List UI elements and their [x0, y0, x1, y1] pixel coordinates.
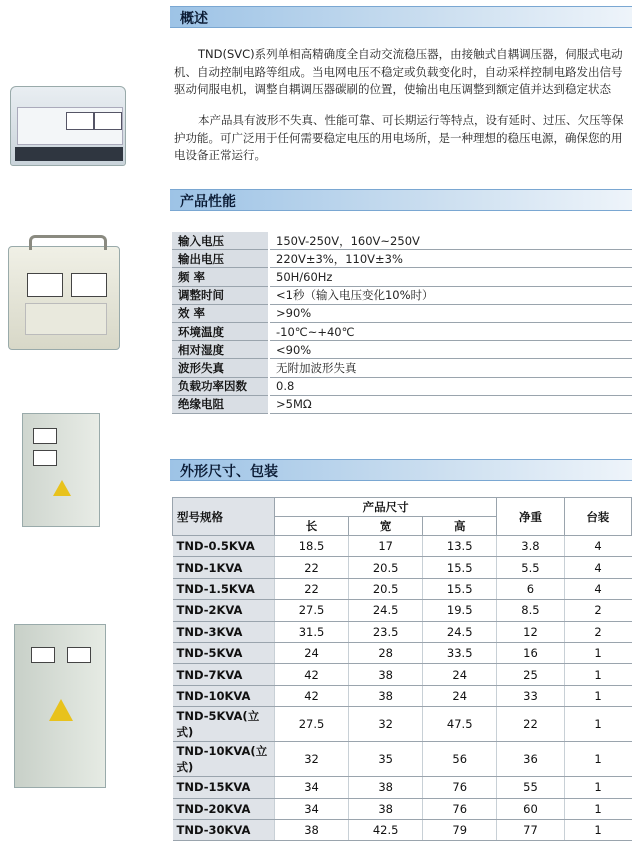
- net-weight-cell: 5.5: [497, 557, 564, 578]
- model-cell: TND-2KVA: [173, 600, 275, 621]
- model-cell: TND-10KVA: [173, 685, 275, 706]
- net-weight-cell: 16: [497, 642, 564, 663]
- spec-label: 调整时间: [172, 286, 269, 304]
- width-cell: 35: [349, 742, 423, 777]
- model-cell: TND-5KVA(立式): [173, 707, 275, 742]
- pack-cell: 4: [564, 557, 631, 578]
- length-cell: 18.5: [275, 536, 349, 557]
- model-cell: TND-20KVA: [173, 798, 275, 819]
- pack-cell: 1: [564, 642, 631, 663]
- table-row: [172, 250, 632, 268]
- height-cell: 56: [423, 742, 497, 777]
- performance-table: [172, 232, 632, 414]
- width-cell: 23.5: [349, 621, 423, 642]
- column-header-height: 高: [423, 517, 497, 536]
- width-cell: 20.5: [349, 578, 423, 599]
- spec-label: 环境温度: [172, 322, 269, 340]
- stabilizer-image-upright: [22, 413, 100, 527]
- spec-label: 绝缘电阻: [172, 395, 269, 413]
- width-cell: 38: [349, 798, 423, 819]
- table-row: [173, 685, 632, 706]
- overview-paragraph-2: 本产品具有波形不失真、性能可靠、可长期运行等特点，设有延时、过压、欠压等保护功能。可广泛用于任何需要稳定电压的用电场所，是一种理想的稳压电源，确保您的用电设备正常运行。: [174, 113, 624, 162]
- overview-header: [170, 6, 632, 28]
- table-row: [173, 642, 632, 663]
- height-cell: 79: [423, 819, 497, 840]
- carry-handle: [29, 235, 107, 250]
- height-cell: 15.5: [423, 578, 497, 599]
- stabilizer-image-medium: [8, 246, 120, 350]
- table-row: [173, 777, 632, 798]
- length-cell: 38: [275, 819, 349, 840]
- length-cell: 27.5: [275, 707, 349, 742]
- spec-label: 频 率: [172, 268, 269, 286]
- spec-value: >90%: [269, 304, 632, 322]
- height-cell: 15.5: [423, 557, 497, 578]
- width-cell: 28: [349, 642, 423, 663]
- width-cell: 24.5: [349, 600, 423, 621]
- voltmeter-icon: [94, 112, 122, 130]
- pack-cell: 1: [564, 707, 631, 742]
- width-cell: 38: [349, 685, 423, 706]
- warning-triangle-icon: [49, 699, 73, 721]
- spec-value: -10℃~+40℃: [269, 322, 632, 340]
- table-row: [173, 664, 632, 685]
- spec-value: 150V-250V，160V~250V: [269, 232, 632, 250]
- net-weight-cell: 60: [497, 798, 564, 819]
- length-cell: 22: [275, 578, 349, 599]
- pack-cell: 1: [564, 742, 631, 777]
- section-title: 产品性能: [180, 194, 236, 210]
- model-cell: TND-5KVA: [173, 642, 275, 663]
- width-cell: 38: [349, 777, 423, 798]
- table-row: [173, 600, 632, 621]
- spec-value: >5MΩ: [269, 395, 632, 413]
- spec-value: 0.8: [269, 377, 632, 395]
- warning-triangle-icon: [53, 480, 71, 496]
- table-row: [173, 707, 632, 742]
- table-row: [172, 377, 632, 395]
- height-cell: 19.5: [423, 600, 497, 621]
- performance-header: [170, 189, 632, 211]
- table-row: [172, 395, 632, 413]
- table-row: [173, 621, 632, 642]
- height-cell: 24: [423, 664, 497, 685]
- length-cell: 42: [275, 685, 349, 706]
- pack-cell: 4: [564, 536, 631, 557]
- base-plate: [15, 147, 123, 161]
- spec-value: <1秒（输入电压变化10%时）: [269, 286, 632, 304]
- height-cell: 76: [423, 798, 497, 819]
- length-cell: 27.5: [275, 600, 349, 621]
- stabilizer-image-small: [10, 86, 126, 166]
- net-weight-cell: 25: [497, 664, 564, 685]
- table-row: [173, 742, 632, 777]
- pack-cell: 1: [564, 798, 631, 819]
- column-header-length: 长: [275, 517, 349, 536]
- net-weight-cell: 77: [497, 819, 564, 840]
- net-weight-cell: 3.8: [497, 536, 564, 557]
- net-weight-cell: 22: [497, 707, 564, 742]
- pack-cell: 2: [564, 600, 631, 621]
- pack-cell: 1: [564, 664, 631, 685]
- height-cell: 47.5: [423, 707, 497, 742]
- net-weight-cell: 12: [497, 621, 564, 642]
- model-cell: TND-3KVA: [173, 621, 275, 642]
- table-row: [172, 359, 632, 377]
- voltmeter-icon: [27, 273, 63, 297]
- spec-value: <90%: [269, 341, 632, 359]
- table-row: [173, 578, 632, 599]
- net-weight-cell: 6: [497, 578, 564, 599]
- net-weight-cell: 36: [497, 742, 564, 777]
- height-cell: 24: [423, 685, 497, 706]
- length-cell: 24: [275, 642, 349, 663]
- spec-value: 50H/60Hz: [269, 268, 632, 286]
- width-cell: 38: [349, 664, 423, 685]
- dimensions-header: [170, 459, 632, 481]
- height-cell: 13.5: [423, 536, 497, 557]
- spec-label: 输出电压: [172, 250, 269, 268]
- column-header-net-weight: 净重: [497, 498, 564, 536]
- height-cell: 24.5: [423, 621, 497, 642]
- spec-value: 220V±3%，110V±3%: [269, 250, 632, 268]
- voltmeter-icon: [66, 112, 94, 130]
- pack-cell: 4: [564, 578, 631, 599]
- section-title: 外形尺寸、包装: [180, 464, 278, 480]
- net-weight-cell: 8.5: [497, 600, 564, 621]
- model-cell: TND-1.5KVA: [173, 578, 275, 599]
- table-row: [172, 341, 632, 359]
- net-weight-cell: 55: [497, 777, 564, 798]
- column-header-model: 型号规格: [173, 498, 275, 536]
- table-row: [173, 557, 632, 578]
- model-cell: TND-30KVA: [173, 819, 275, 840]
- column-header-size: 产品尺寸: [275, 498, 497, 517]
- voltmeter-icon: [33, 450, 57, 466]
- dimensions-table: [172, 497, 632, 841]
- length-cell: 31.5: [275, 621, 349, 642]
- pack-cell: 1: [564, 777, 631, 798]
- spec-label: 输入电压: [172, 232, 269, 250]
- model-cell: TND-10KVA(立式): [173, 742, 275, 777]
- table-row: [172, 304, 632, 322]
- table-row: [172, 322, 632, 340]
- spec-label: 相对湿度: [172, 341, 269, 359]
- stabilizer-image-tall: [14, 624, 106, 788]
- column-header-width: 宽: [349, 517, 423, 536]
- pack-cell: 1: [564, 685, 631, 706]
- table-row: [172, 268, 632, 286]
- column-header-pack: 台装: [564, 498, 631, 536]
- length-cell: 34: [275, 777, 349, 798]
- length-cell: 32: [275, 742, 349, 777]
- model-cell: TND-15KVA: [173, 777, 275, 798]
- table-row: [172, 232, 632, 250]
- pack-cell: 2: [564, 621, 631, 642]
- voltmeter-icon: [33, 428, 57, 444]
- width-cell: 32: [349, 707, 423, 742]
- model-cell: TND-0.5KVA: [173, 536, 275, 557]
- height-cell: 76: [423, 777, 497, 798]
- spec-label: 效 率: [172, 304, 269, 322]
- width-cell: 42.5: [349, 819, 423, 840]
- length-cell: 22: [275, 557, 349, 578]
- width-cell: 20.5: [349, 557, 423, 578]
- table-row: [173, 819, 632, 840]
- model-cell: TND-7KVA: [173, 664, 275, 685]
- model-cell: TND-1KVA: [173, 557, 275, 578]
- overview-paragraph-1: TND(SVC)系列单相高精确度全自动交流稳压器，由接触式自耦调压器，伺服式电动机、自动控制电路等组成。当电网电压不稳定或负载变化时，自动采样控制电路发出信号驱动伺服电机，调整自耦调压器碳刷的位置，使输出电压调整到额定值并达到稳定状态: [174, 47, 623, 96]
- voltmeter-icon: [67, 647, 91, 663]
- length-cell: 34: [275, 798, 349, 819]
- voltmeter-icon: [71, 273, 107, 297]
- length-cell: 42: [275, 664, 349, 685]
- nameplate: [25, 303, 107, 335]
- front-panel: [17, 107, 123, 145]
- pack-cell: 1: [564, 819, 631, 840]
- height-cell: 33.5: [423, 642, 497, 663]
- spec-label: 负载功率因数: [172, 377, 269, 395]
- spec-value: 无附加波形失真: [269, 359, 632, 377]
- spec-label: 波形失真: [172, 359, 269, 377]
- table-row: [173, 798, 632, 819]
- section-title: 概述: [180, 11, 208, 27]
- width-cell: 17: [349, 536, 423, 557]
- table-row: [172, 286, 632, 304]
- net-weight-cell: 33: [497, 685, 564, 706]
- table-row: [173, 536, 632, 557]
- voltmeter-icon: [31, 647, 55, 663]
